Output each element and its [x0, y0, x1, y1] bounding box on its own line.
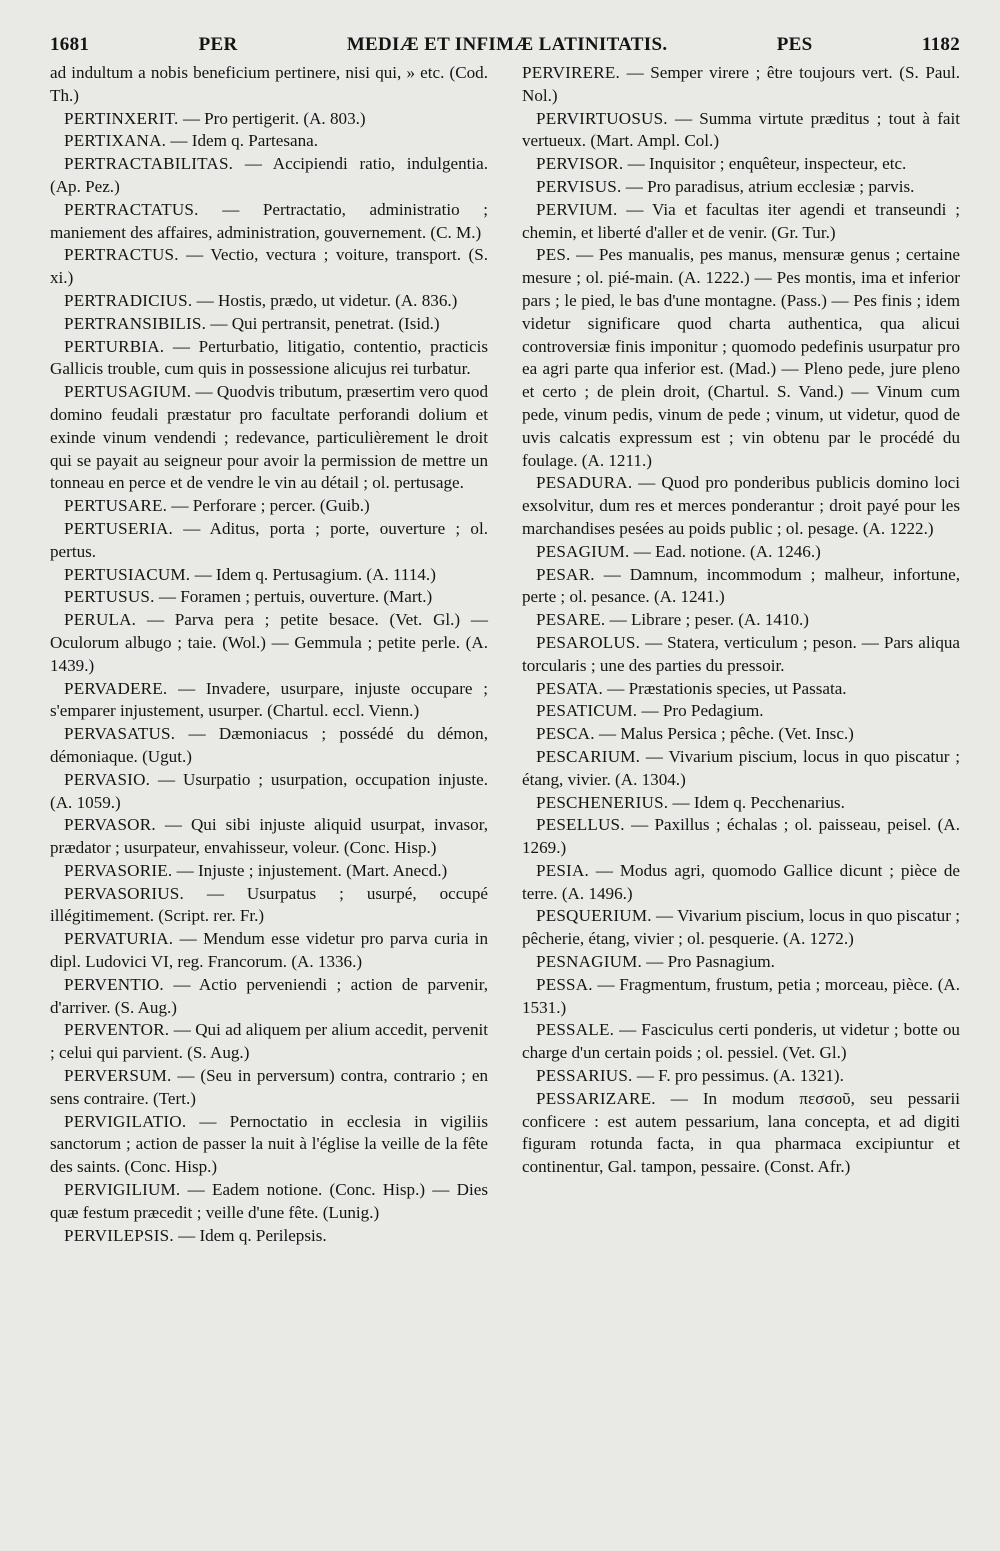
entry-headword: PERTUSUS. [64, 587, 155, 607]
entry-definition: — Semper virere ; être toujours vert. (S. Paul. Nol.) [522, 63, 960, 105]
dictionary-entry [50, 62, 488, 108]
dictionary-entry [522, 814, 960, 860]
entry-definition: — Accipiendi ratio, indulgentia. (Ap. Pez.) [50, 154, 488, 196]
entry-definition: ad indultum a nobis beneficium pertinere, nisi qui, » etc. (Cod. Th.) [50, 63, 488, 105]
entry-headword: PERVASORIE. [64, 860, 173, 880]
entry-definition: — Perturbatio, litigatio, contentio, practicis Gallicis trouble, cum quis in possessione alicujus rei turbatur. [50, 336, 488, 379]
dictionary-entry [522, 199, 960, 245]
entry-headword: PES. [536, 245, 571, 265]
entry-headword: PERVADERE. [64, 678, 168, 698]
entry-definition: — Vivarium piscium, locus in quo piscatur ; étang, vivier. (A. 1304.) [522, 746, 960, 789]
entry-definition: — Parva pera ; petite besace. (Vet. Gl.) — Oculorum albugo ; taie. (Wol.) — Gemmula ; petite perle. (A. 1439.) [50, 610, 488, 675]
dictionary-entry [50, 130, 488, 153]
entry-definition: — (Seu in perversum) contra, contrario ; en sens contraire. (Tert.) [50, 1066, 488, 1108]
entry-headword: PERVASOR. [64, 815, 156, 835]
entry-headword: PERTRACTATUS. [64, 199, 199, 219]
running-header [50, 34, 960, 56]
entry-headword: PESARE. [536, 610, 606, 630]
entry-headword: PESIA. [536, 860, 589, 880]
entry-definition: — Dæmoniacus ; possédé du démon, démoniaque. (Ugut.) [50, 724, 488, 766]
entry-definition: — In modum πεσσοῦ, seu pessarii conficere : est autem pessarium, lana concepta, et ad digiti figuram rotunda facta, in qua pharmaca excipiuntur et continentur, Gal. tampon, pessaire. (Const. Afr.) [522, 1088, 960, 1177]
entry-headword: PERVASORIUS. [64, 883, 184, 903]
entry-definition: — Aditus, porta ; porte, ouverture ; ol. pertus. [50, 518, 488, 561]
entry-definition: — Invadere, usurpare, injuste occupare ; s'emparer injustement, usurper. (Chartul. eccl. Vienn.) [50, 678, 488, 721]
dictionary-entry [50, 1065, 488, 1111]
dictionary-entry [50, 883, 488, 929]
entry-headword: PESAROLUS. [536, 632, 641, 652]
dictionary-entry [522, 678, 960, 701]
entry-definition: — Perforare ; percer. (Guib.) [171, 496, 370, 516]
entry-definition: — Hostis, prædo, ut videtur. (A. 836.) [196, 290, 458, 310]
dictionary-entry [522, 108, 960, 154]
entry-headword: PESAGIUM. [536, 541, 630, 561]
entry-headword: PERVISUS. [536, 176, 622, 196]
dictionary-entry [522, 176, 960, 199]
entry-definition: — Modus agri, quomodo Gallice dicunt ; pièce de terre. (A. 1496.) [522, 860, 960, 903]
entry-headword: PESATA. [536, 678, 603, 698]
dictionary-entry [522, 541, 960, 564]
dictionary-entry [522, 951, 960, 974]
entry-definition: — Eadem notione. (Conc. Hisp.) — Dies quæ festum præcedit ; veille d'une fête. (Lunig.) [50, 1180, 488, 1222]
entry-headword: PERTRADICIUS. [64, 290, 193, 310]
entry-headword: PERTINXERIT. [64, 108, 179, 128]
entry-headword: PERVERSUM. [64, 1066, 172, 1086]
dictionary-entry [522, 153, 960, 176]
entry-headword: PERTUSAGIUM. [64, 382, 192, 402]
entry-headword: PESSA. [536, 974, 593, 994]
entry-headword: PERTRANSIBILIS. [64, 313, 207, 333]
entry-definition: — Ead. notione. (A. 1246.) [633, 541, 821, 561]
dictionary-entry [50, 244, 488, 290]
dictionary-entry [50, 313, 488, 336]
dictionary-entry [50, 860, 488, 883]
entry-definition: — Foramen ; pertuis, ouverture. (Mart.) [158, 587, 433, 607]
entry-definition: — Pertractatio, administratio ; maniement des affaires, administration, gouvernement. (C. M.) [50, 199, 488, 242]
entry-headword: PESSARIUS. [536, 1066, 633, 1086]
dictionary-entry [522, 746, 960, 792]
entry-definition: — Pernoctatio in ecclesia in vigiliis sanctorum ; action de passer la nuit à l'église la veille de la fête des saints. (Conc. Hisp.) [50, 1111, 488, 1177]
dictionary-entry [522, 1088, 960, 1179]
right-page-number: 1182 [921, 34, 960, 55]
dictionary-entry [50, 974, 488, 1020]
entry-headword: PESSALE. [536, 1020, 615, 1040]
entry-definition: — Idem q. Partesana. [170, 131, 319, 151]
dictionary-entry [50, 290, 488, 313]
entry-definition: — Quodvis tributum, præsertim vero quod domino feudali præstatur pro facultate perforandi dolium et exinde vinum vendendi ; redevance, particulièrement le droit qui se payait au seigneur pour avoir la permission de mettre un tonneau en perce et de vendre le vin au détail ; ol. pertusage. [50, 382, 488, 493]
entry-headword: PERVIGILIUM. [64, 1180, 181, 1200]
entry-headword: PERTUSIACUM. [64, 564, 191, 584]
right-column [522, 62, 960, 1247]
entry-headword: PESELLUS. [536, 815, 625, 835]
two-columns [50, 62, 960, 1247]
dictionary-entry [50, 1225, 488, 1248]
entry-definition: — Malus Persica ; pêche. (Vet. Insc.) [598, 724, 854, 744]
entry-definition: — Fasciculus certi ponderis, ut videtur ; botte ou charge d'un certain poids ; ol. pessiel. (Vet. Gl.) [522, 1020, 960, 1063]
entry-headword: PERVIRERE. [522, 63, 620, 82]
entry-definition: — Pro Pedagium. [641, 701, 764, 721]
dictionary-entry [50, 723, 488, 769]
entry-definition: — Pro pertigerit. (A. 803.) [182, 108, 366, 128]
entry-definition: — Inquisitor ; enquêteur, inspecteur, etc. [627, 154, 907, 174]
dictionary-entry [50, 1111, 488, 1179]
entry-definition: — Idem q. Pertusagium. (A. 1114.) [194, 564, 436, 584]
entry-definition: — Vivarium piscium, locus in quo piscatur ; pêcherie, étang, vivier ; ol. pesquerie. (A. 1272.) [522, 906, 960, 949]
entry-headword: PERVASIO. [64, 769, 151, 789]
entry-headword: PERVATURIA. [64, 929, 174, 949]
dictionary-entry [50, 336, 488, 382]
entry-definition: — Idem q. Perilepsis. [178, 1225, 327, 1245]
entry-headword: PERVIUM. [536, 199, 618, 219]
entry-definition: — Qui sibi injuste aliquid usurpat, invasor, prædator ; usurpateur, envahisseur, voleur. (Conc. Hisp.) [50, 815, 488, 858]
dictionary-entry [50, 769, 488, 815]
dictionary-entry [50, 586, 488, 609]
dictionary-entry [50, 609, 488, 677]
entry-definition: — Qui ad aliquem per alium accedit, pervenit ; celui qui parvient. (S. Aug.) [50, 1020, 488, 1063]
dictionary-entry [50, 381, 488, 495]
left-catchword: PER [198, 34, 238, 55]
entry-definition: — Præstationis species, ut Passata. [607, 678, 847, 698]
dictionary-entry [522, 1065, 960, 1088]
entry-headword: PERVISOR. [536, 154, 624, 174]
dictionary-entry [50, 153, 488, 199]
entry-definition: — Quod pro ponderibus publicis domino loci exsolvitur, dum res et merces ponderantur ; droit payé pour les marchandises pesées au poids public ; ol. pesage. (A. 1222.) [522, 473, 960, 538]
entry-headword: PESCARIUM. [536, 746, 641, 766]
entry-headword: PESADURA. [536, 473, 633, 493]
dictionary-entry [50, 928, 488, 974]
dictionary-entry [522, 700, 960, 723]
dictionary-entry [50, 199, 488, 245]
entry-headword: PERVENTIO. [64, 974, 164, 994]
dictionary-entry [522, 62, 960, 108]
entry-headword: PESSARIZARE. [536, 1088, 656, 1108]
dictionary-entry [50, 1179, 488, 1225]
entry-definition: — Damnum, incommodum ; malheur, infortune, perte ; ol. pesance. (A. 1241.) [522, 564, 960, 607]
entry-definition: — Mendum esse videtur pro parva curia in dipl. Ludovici VI, reg. Francorum. (A. 1336.) [50, 929, 488, 972]
dictionary-entry [50, 108, 488, 131]
entry-headword: PERTURBIA. [64, 336, 165, 356]
entry-headword: PERTRACTUS. [64, 245, 179, 265]
entry-headword: PERVIRTUOSUS. [536, 108, 668, 128]
entry-headword: PERULA. [64, 610, 137, 630]
dictionary-entry [522, 609, 960, 632]
right-catchword: PES [776, 34, 813, 55]
entry-headword: PERVIGILATIO. [64, 1111, 187, 1131]
dictionary-entry [50, 1019, 488, 1065]
entry-headword: PERTUSARE. [64, 496, 168, 516]
entry-definition: — Pro Pasnagium. [646, 952, 775, 972]
entry-headword: PERVENTOR. [64, 1020, 170, 1040]
entry-definition: — Paxillus ; échalas ; ol. paisseau, peisel. (A. 1269.) [522, 815, 960, 858]
entry-definition: — Injuste ; injustement. (Mart. Anecd.) [176, 860, 448, 880]
entry-headword: PESCHENERIUS. [536, 792, 669, 812]
dictionary-entry [522, 860, 960, 906]
dictionary-entry [522, 792, 960, 815]
entry-definition: — Statera, verticulum ; peson. — Pars aliqua torcularis ; une des parties du pressoir. [522, 632, 960, 675]
entry-definition: — Summa virtute præditus ; tout à fait vertueux. (Mart. Ampl. Col.) [522, 108, 960, 151]
entry-definition: — Usurpatio ; usurpation, occupation injuste. (A. 1059.) [50, 769, 488, 812]
entry-headword: PESCA. [536, 724, 595, 744]
left-column [50, 62, 488, 1247]
entry-headword: PERTUSERIA. [64, 518, 173, 538]
dictionary-entry [50, 564, 488, 587]
left-page-number: 1681 [50, 34, 90, 55]
dictionary-entry [522, 723, 960, 746]
running-title: MEDIÆ ET INFIMÆ LATINITATIS. [346, 34, 668, 55]
entry-definition: — F. pro pessimus. (A. 1321). [636, 1066, 844, 1086]
entry-headword: PERTIXANA. [64, 131, 167, 151]
dictionary-entry [50, 814, 488, 860]
entry-definition: — Actio perveniendi ; action de parvenir, d'arriver. (S. Aug.) [50, 974, 488, 1017]
dictionary-entry [522, 632, 960, 678]
dictionary-entry [522, 244, 960, 472]
dictionary-entry [522, 974, 960, 1020]
entry-definition: — Librare ; peser. (A. 1410.) [609, 610, 809, 630]
entry-headword: PESQUERIUM. [536, 906, 652, 926]
dictionary-entry [50, 495, 488, 518]
entry-headword: PERVILEPSIS. [64, 1225, 174, 1245]
dictionary-entry [50, 518, 488, 564]
entry-definition: — Vectio, vectura ; voiture, transport. (S. xi.) [50, 245, 488, 288]
entry-headword: PERTRACTABILITAS. [64, 154, 234, 174]
dictionary-entry [522, 472, 960, 540]
entry-definition: — Qui pertransit, penetrat. (Isid.) [210, 313, 440, 333]
entry-definition: — Pro paradisus, atrium ecclesiæ ; parvis. [625, 176, 915, 196]
entry-definition: — Via et facultas iter agendi et transeundi ; chemin, et liberté d'aller et de venir. (Gr. Tur.) [522, 199, 960, 242]
entry-headword: PESAR. [536, 564, 595, 584]
entry-headword: PERVASATUS. [64, 724, 176, 744]
dictionary-entry [522, 564, 960, 610]
entry-definition: — Pes manualis, pes manus, mensuræ genus ; certaine mesure ; ol. pié-main. (A. 1222.) — Pes montis, ima et inferior pars ; le pied, le bas d'une montagne. (Pass.) — Pes finis ; idem videtur significare quod charta authentica, qua alicui controversiæ finis imponitur ; quomodo pedefinis usurpatur pro ea agri parte qua inferior est. (Mad.) — Pleno pede, jure pleno et certo ; de plein droit, (Chartul. S. Vand.) — Vinum cum pede, vinum pedis, vinum de pede ; vinum, ut videtur, quod de uvis calcatis expressum est ; vin obtenu par le procédé du foulage. (A. 1211.) [522, 245, 960, 470]
entry-headword: PESATICUM. [536, 701, 638, 721]
dictionary-entry [50, 678, 488, 724]
dictionary-entry [522, 905, 960, 951]
entry-headword: PESNAGIUM. [536, 952, 642, 972]
dictionary-entry [522, 1019, 960, 1065]
entry-definition: — Fragmentum, frustum, petia ; morceau, pièce. (A. 1531.) [522, 974, 960, 1017]
entry-definition: — Usurpatus ; usurpé, occupé illégitimement. (Script. rer. Fr.) [50, 883, 488, 926]
entry-definition: — Idem q. Pecchenarius. [672, 792, 845, 812]
